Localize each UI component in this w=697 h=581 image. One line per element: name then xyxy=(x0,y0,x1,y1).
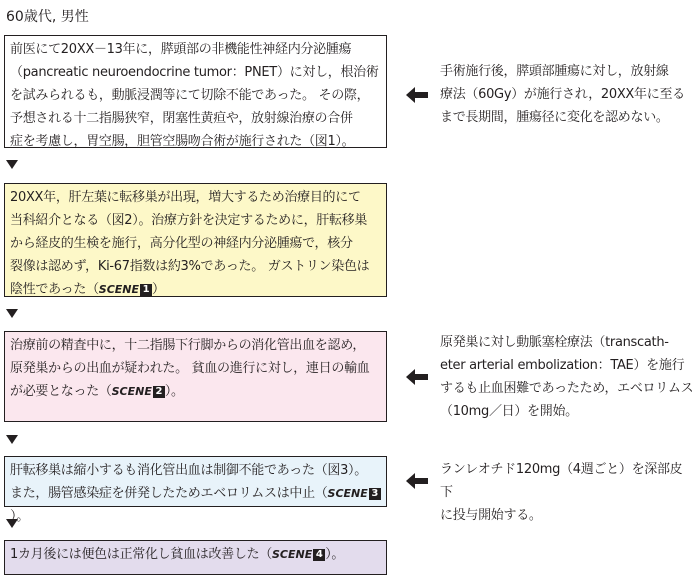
step-line-text: 陰性であった（ xyxy=(10,282,99,297)
side-line: （10mg／日）を開始。 xyxy=(440,404,578,419)
side-note-1 xyxy=(440,60,695,129)
case-title: 60歳代, 男性 xyxy=(6,9,89,25)
step-line-tail: ）。 xyxy=(10,509,29,524)
step-line: 前医にて20XX－13年に，膵頭部の非機能性神経内分泌腫瘍 xyxy=(10,42,352,57)
step-line: 予想される十二指腸狭窄，閉塞性黄疸や，放射線治療の合併 xyxy=(10,111,353,126)
step-box-5 xyxy=(4,540,387,575)
step-line: 20XX年，肝左葉に転移巣が出現，増大するため治療目的にて xyxy=(10,190,361,205)
step-box-2 xyxy=(4,183,387,297)
scene-label: SCENE xyxy=(271,548,313,561)
step-line: 原発巣からの出血が疑われた。 貧血の進行に対し，連日の輸血 xyxy=(10,361,370,376)
step-line-last xyxy=(10,380,382,403)
scene-number-badge: 2 xyxy=(153,386,165,398)
step-line-tail: ）。 xyxy=(325,547,345,562)
side-line: eter arterial embolization：TAE）を施行 xyxy=(440,358,685,373)
side-line: ランレオチド120mg（4週ごと）を深部皮下 xyxy=(440,462,683,500)
down-arrow-icon xyxy=(6,309,18,318)
step-line-text: 1カ月後には便色は正常化し貧血は改善した（ xyxy=(10,547,272,562)
down-arrow-icon xyxy=(6,160,18,169)
scene-number-badge: 3 xyxy=(369,488,381,500)
scene-label: SCENE xyxy=(327,487,368,500)
side-line: 手術施行後，膵頭部腫瘍に対し，放射線 xyxy=(440,64,669,79)
step-box-3 xyxy=(4,331,387,422)
step-line: 当科紹介となる（図2）。治療方針を決定するために，肝転移巣 xyxy=(10,213,368,228)
side-note-3 xyxy=(440,458,695,527)
scene-label: SCENE xyxy=(111,385,152,398)
down-arrow-icon xyxy=(6,519,18,528)
left-arrow-icon xyxy=(406,473,428,489)
step-line: から経皮的生検を施行，高分化型の神経内分泌腫瘍で，核分 xyxy=(10,236,353,251)
step-box-1 xyxy=(4,35,387,148)
scene-number-badge: 4 xyxy=(313,549,325,561)
step-line: 症を考慮し，胃空腸，胆管空腸吻合術が施行された（図1）。 xyxy=(10,134,355,149)
side-line: に投与開始する。 xyxy=(440,508,542,523)
side-line: するも止血困難であったため，エベロリムス xyxy=(440,381,694,396)
scene-label: SCENE xyxy=(98,283,140,296)
step-line: （pancreatic neuroendocrine tumor：PNET）に対し，根治術 xyxy=(10,65,379,80)
side-line: まで長期間，腫瘍径に変化を認めない。 xyxy=(440,110,669,125)
step-line: を試みられるも，動脈浸潤等にて切除不能であった。 その際， xyxy=(10,88,370,103)
step-line-last xyxy=(10,278,382,301)
step-line-last xyxy=(10,543,382,566)
side-line: 療法（60Gy）が施行され，20XX年に至る xyxy=(440,87,685,102)
step-box-4 xyxy=(4,456,387,524)
left-arrow-icon xyxy=(406,87,428,103)
side-line: 原発巣に対し動脈塞栓療法（transcath- xyxy=(440,335,669,350)
step-line-text: また，腸管感染症を併発したためエベロリムスは中止（ xyxy=(10,486,328,501)
step-line-text: が必要となった（ xyxy=(10,384,112,399)
step-line-last xyxy=(10,482,382,528)
step-line-tail: ）。 xyxy=(164,384,184,399)
step-line: 裂像は認めず，Ki-67指数は約3%であった。 ガストリン染色は xyxy=(10,259,370,274)
left-arrow-icon xyxy=(406,369,428,385)
step-line: 肝転移巣は縮小するも消化管出血は制御不能であった（図3）。 xyxy=(10,463,367,478)
scene-number-badge: 1 xyxy=(140,284,152,296)
step-line-tail: ） xyxy=(152,282,165,297)
down-arrow-icon xyxy=(6,435,18,444)
step-line: 治療前の精査中に，十二指腸下行脚からの消化管出血を認め， xyxy=(10,338,366,353)
side-note-2 xyxy=(440,331,695,423)
